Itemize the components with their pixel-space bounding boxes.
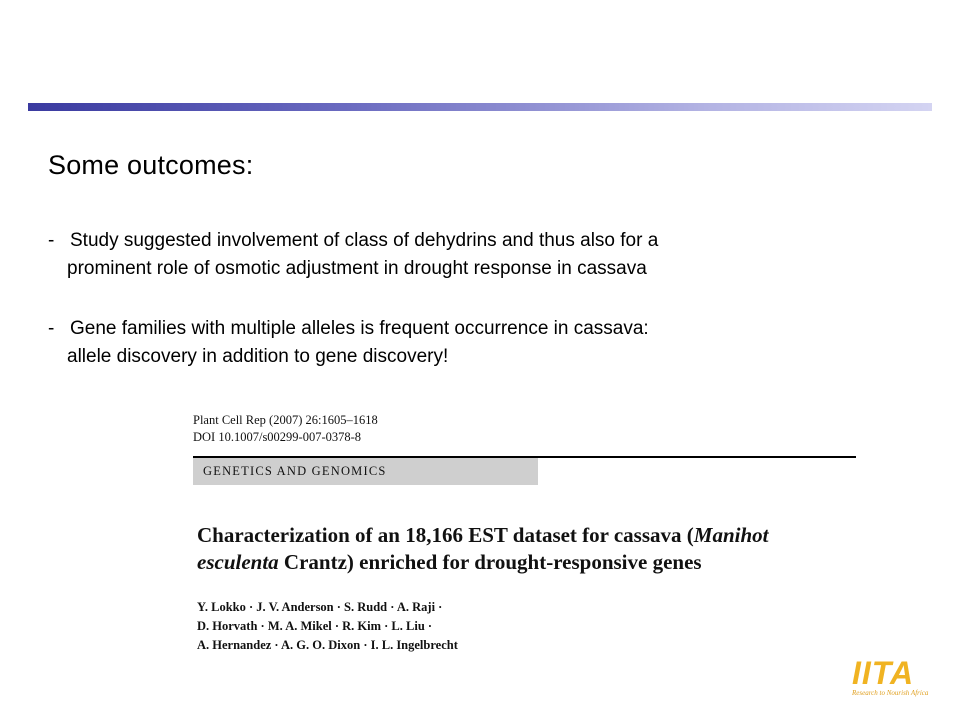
- bullet-item-1: [48, 227, 658, 283]
- logo-tagline: Research to Nourish Africa: [852, 689, 929, 697]
- bullet-marker: -: [48, 318, 55, 339]
- section-bar: [193, 458, 538, 485]
- paper-title: [197, 522, 857, 576]
- bullet-text-line: allele discovery in addition to gene discovery!: [67, 346, 449, 367]
- journal-citation: Plant Cell Rep (2007) 26:1605–1618: [193, 413, 378, 427]
- bullet-text-line: Study suggested involvement of class of dehydrins and thus also for a: [70, 230, 659, 251]
- author-line: A. Hernandez · A. G. O. Dixon · I. L. Ingelbrecht: [197, 638, 458, 652]
- paper-title-part: Crantz) enriched for drought-responsive genes: [278, 550, 702, 574]
- paper-excerpt-image: [193, 412, 856, 652]
- bullet-item-2: [48, 315, 649, 371]
- doi-text: DOI 10.1007/s00299-007-0378-8: [193, 430, 362, 444]
- title-divider-bar: [28, 103, 932, 111]
- paper-title-part: Characterization of an 18,166 EST dataset for cassava (: [197, 523, 694, 547]
- bullet-text-line: Gene families with multiple alleles is frequent occurrence in cassava:: [70, 318, 649, 339]
- logo-mark: IITA: [852, 655, 915, 691]
- bullet-text-line: prominent role of osmotic adjustment in drought response in cassava: [67, 258, 647, 279]
- paper-title-italic: Manihot: [693, 523, 769, 547]
- iita-logo: [852, 655, 929, 710]
- paper-title-italic: esculenta: [197, 550, 279, 574]
- paper-authors: [197, 598, 458, 655]
- bullet-marker: -: [48, 230, 55, 251]
- section-label: GENETICS AND GENOMICS: [203, 464, 387, 478]
- author-line: Y. Lokko · J. V. Anderson · S. Rudd · A. Raji ·: [197, 600, 443, 614]
- author-line: D. Horvath · M. A. Mikel · R. Kim · L. Liu ·: [197, 619, 433, 633]
- slide-heading: Some outcomes:: [48, 150, 254, 180]
